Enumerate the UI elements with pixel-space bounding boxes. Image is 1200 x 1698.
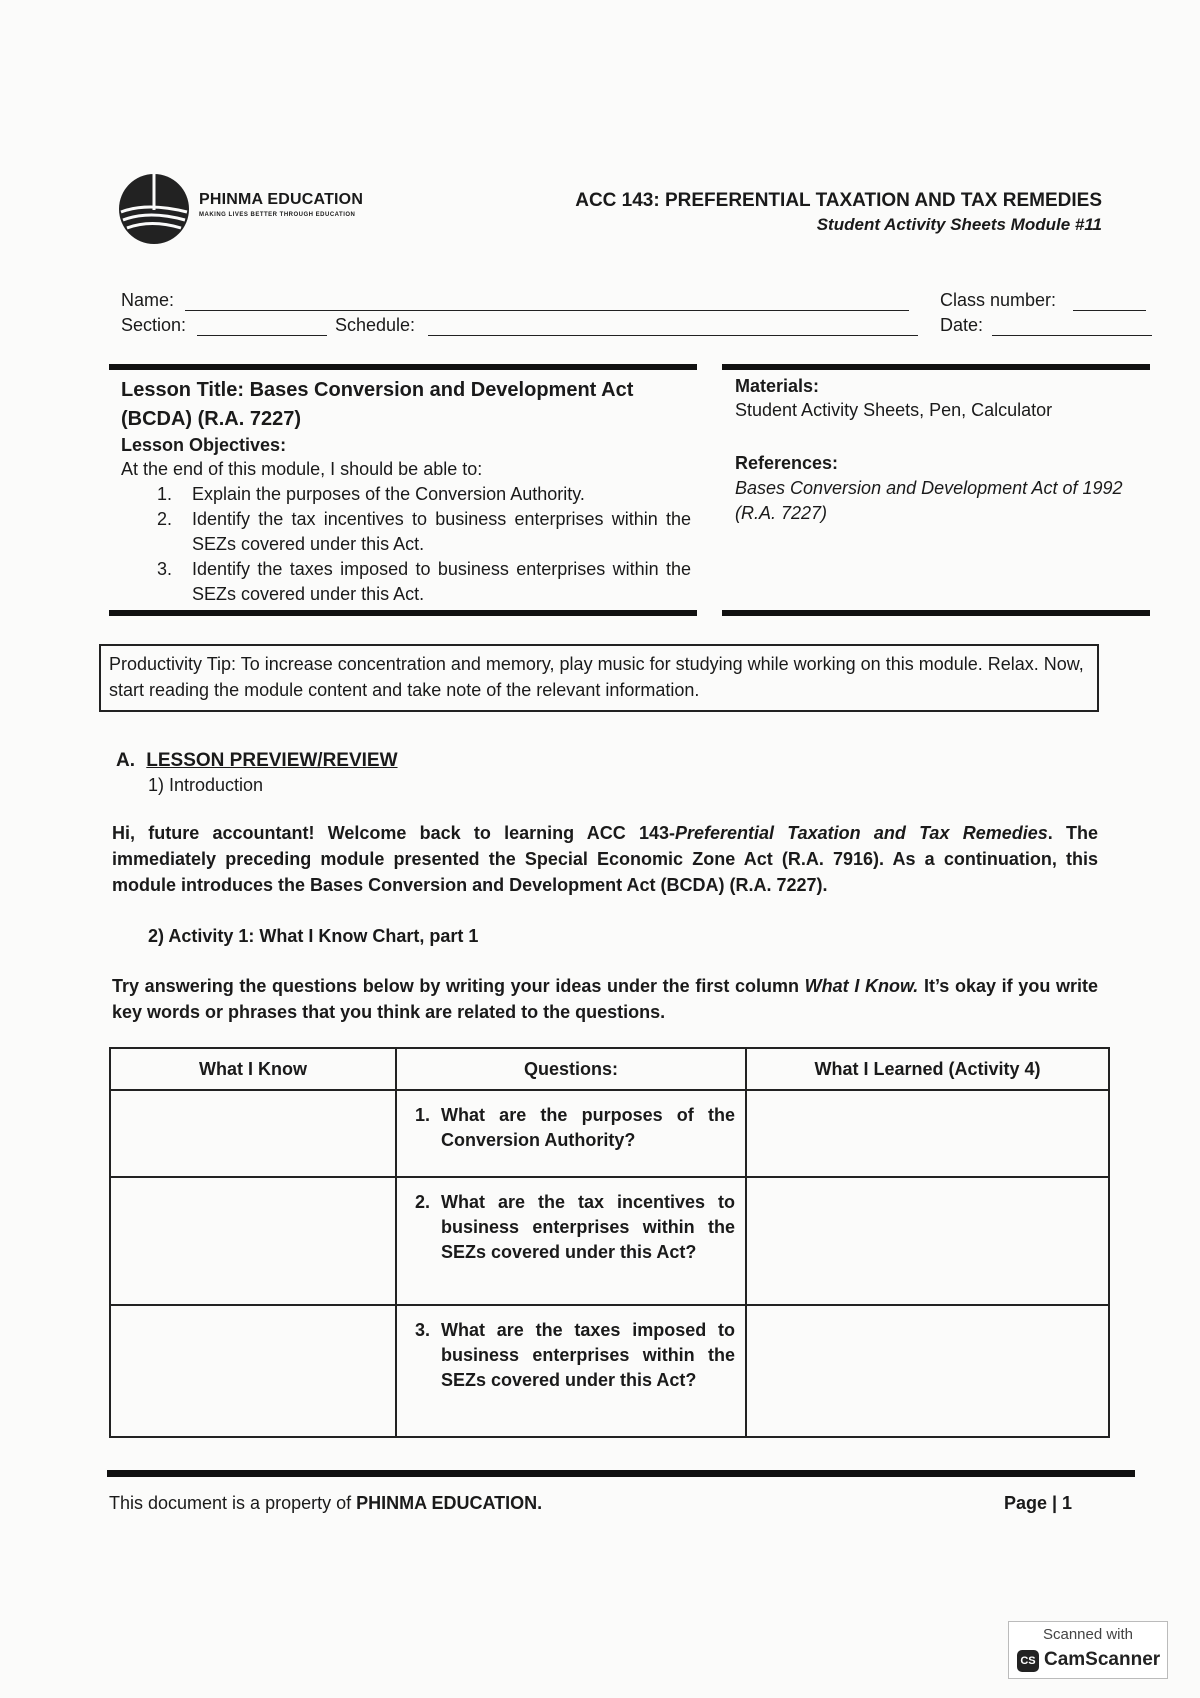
footer-divider	[107, 1470, 1135, 1477]
lesson-top-bar	[109, 364, 697, 370]
footer-property: This document is a property of PHINMA EDUCATION.	[109, 1493, 543, 1513]
instructions-paragraph: Try answering the questions below by writing your ideas under the first column What I Know. It’s okay if you write key words or phrases that you think are related to the questions.	[112, 976, 1098, 1022]
lesson-bottom-bar	[109, 610, 697, 616]
phinma-logo-icon	[117, 172, 191, 246]
objectives-list	[121, 482, 691, 607]
column-header: What I Know	[110, 1048, 396, 1090]
table-row	[110, 1305, 1109, 1437]
section-a-heading	[116, 750, 398, 772]
what-i-know-cell[interactable]	[110, 1177, 396, 1305]
camscanner-watermark	[1008, 1621, 1168, 1679]
brand-name: PHINMA EDUCATION	[199, 191, 364, 208]
objectives-intro: At the end of this module, I should be able to:	[121, 459, 483, 479]
materials-label: Materials:	[735, 376, 820, 396]
section-letter: A.	[116, 750, 135, 771]
activity-item: 2) Activity 1: What I Know Chart, part 1	[148, 926, 479, 946]
schedule-label: Schedule:	[335, 315, 416, 335]
intro-paragraph: Hi, future accountant! Welcome back to learning ACC 143-Preferential Taxation and Tax Remedies. The immediately preceding module presented the Special Economic Zone Act (R.A. 7916). As a continuation, this module introduces the Bases Conversion and Development Act (BCDA) (R.A. 7227).	[112, 823, 1098, 895]
question-cell: 3. What are the taxes imposed to business enterprises within the SEZs covered under this Act?	[396, 1305, 746, 1437]
section-title: LESSON PREVIEW/REVIEW	[146, 750, 398, 771]
brand-tagline: MAKING LIVES BETTER THROUGH EDUCATION	[199, 212, 356, 218]
lesson-title-label: Lesson Title:	[121, 379, 244, 401]
date-field[interactable]	[992, 335, 1152, 336]
introduction-item: 1) Introduction	[148, 775, 264, 795]
column-header: Questions:	[396, 1048, 746, 1090]
objectives-label: Lesson Objectives:	[121, 435, 287, 455]
section-field[interactable]	[197, 335, 327, 336]
what-i-know-cell[interactable]	[110, 1090, 396, 1177]
materials-bottom-bar	[722, 610, 1150, 616]
what-i-know-cell[interactable]	[110, 1305, 396, 1437]
objective-item: 2. Identify the tax incentives to business enterprises within the SEZs covered under this Act.	[157, 509, 691, 554]
camscanner-icon: CS	[1017, 1650, 1039, 1672]
watermark-brand: CamScanner	[1044, 1649, 1161, 1670]
name-label: Name:	[121, 290, 175, 310]
objective-item: 1. Explain the purposes of the Conversion Authority.	[157, 484, 585, 504]
lesson-title-text: Bases Conversion and Development Act (BCDA) (R.A. 7227)	[121, 379, 634, 430]
schedule-field[interactable]	[428, 335, 918, 336]
materials-text: Student Activity Sheets, Pen, Calculator	[735, 400, 1053, 420]
question-cell: 1. What are the purposes of the Conversion Authority?	[396, 1090, 746, 1177]
course-title: ACC 143: PREFERENTIAL TAXATION AND TAX REMEDIES	[575, 190, 1102, 211]
what-i-learned-cell[interactable]	[746, 1177, 1109, 1305]
lesson-title	[121, 376, 691, 434]
table-header-row	[110, 1048, 1109, 1090]
what-i-learned-cell[interactable]	[746, 1090, 1109, 1177]
date-label: Date:	[940, 315, 984, 335]
column-header: What I Learned (Activity 4)	[746, 1048, 1109, 1090]
references-label: References:	[735, 453, 839, 473]
reference-line-2: (R.A. 7227)	[735, 503, 828, 523]
what-i-know-table	[109, 1047, 1110, 1438]
materials-top-bar	[722, 364, 1150, 370]
objective-item: 3. Identify the taxes imposed to business enterprises within the SEZs covered under this Act.	[157, 559, 691, 604]
page-number: Page | 1	[1004, 1493, 1073, 1513]
watermark-caption: Scanned with	[1042, 1626, 1134, 1643]
question-cell: 2. What are the tax incentives to business enterprises within the SEZs covered under this Act?	[396, 1177, 746, 1305]
table-row	[110, 1090, 1109, 1177]
section-label: Section:	[121, 315, 187, 335]
class-number-field[interactable]	[1073, 310, 1146, 311]
module-subtitle: Student Activity Sheets Module #11	[816, 215, 1102, 234]
name-field[interactable]	[185, 310, 909, 311]
class-number-label: Class number:	[940, 290, 1057, 310]
reference-line-1: Bases Conversion and Development Act of 1992	[735, 478, 1123, 498]
table-row	[110, 1177, 1109, 1305]
what-i-learned-cell[interactable]	[746, 1305, 1109, 1437]
productivity-tip-box: Productivity Tip: To increase concentration and memory, play music for studying while working on this module. Relax. Now, start reading the module content and take note of the relevant information.	[99, 644, 1099, 712]
